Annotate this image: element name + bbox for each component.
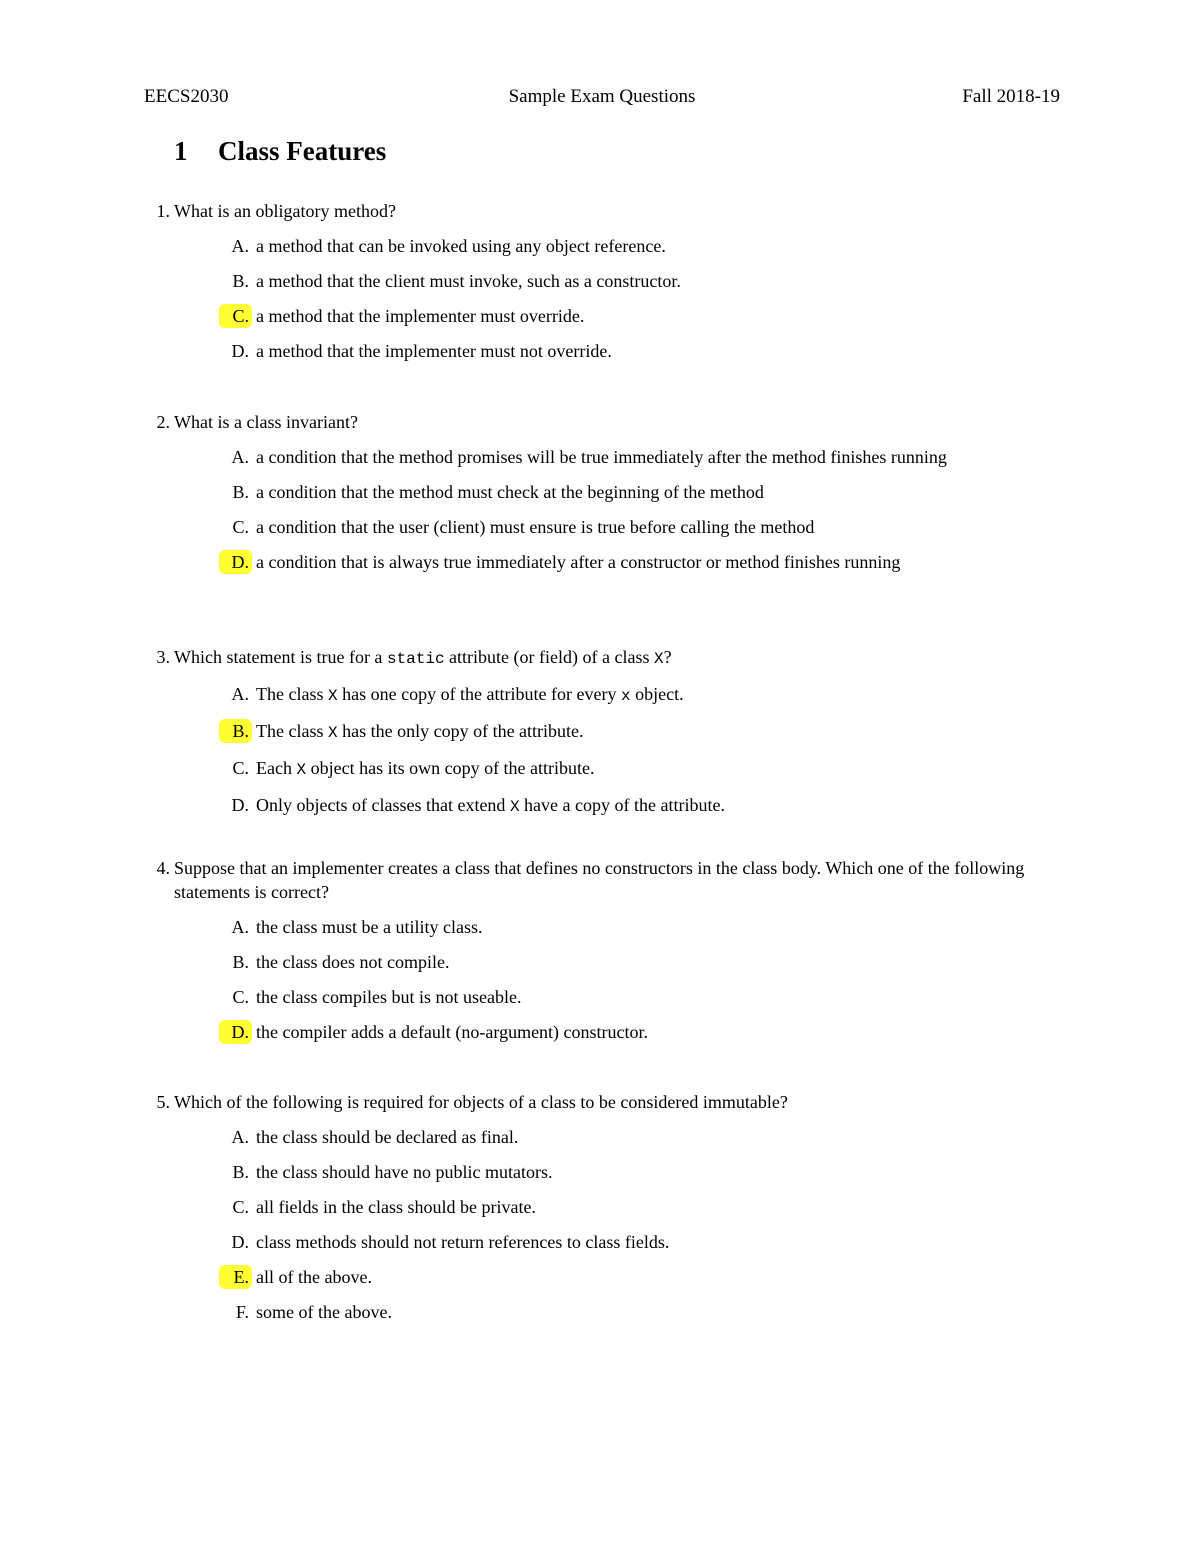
option-b [144, 480, 1060, 504]
option-a [144, 234, 1060, 258]
option-text: the class compiles but is not useable. [256, 987, 522, 1007]
option-list [144, 1125, 1060, 1324]
option-text: class methods should not return references to class fields. [256, 1232, 670, 1252]
question-number: 1. [156, 201, 170, 221]
option-d [144, 1230, 1060, 1254]
option-list [144, 234, 1060, 363]
option-a [144, 1125, 1060, 1149]
option-letter: B. [232, 271, 249, 291]
option-text: the compiler adds a default (no-argument) constructor. [256, 1022, 649, 1042]
option-b-answer [144, 719, 1060, 745]
answer-highlight: B. [219, 719, 252, 743]
option-d-answer [144, 550, 1060, 574]
section-title [174, 136, 386, 167]
question-text: What is an obligatory method? [174, 201, 396, 221]
class-name-code: X [653, 650, 664, 668]
option-text: the class should have no public mutators. [256, 1162, 553, 1182]
option-list [144, 445, 1060, 574]
option-text: the class should be declared as final. [256, 1127, 519, 1147]
header-title: Sample Exam Questions [508, 86, 696, 107]
option-text: all of the above. [256, 1267, 372, 1287]
question-stem [144, 1090, 1060, 1114]
option-text: Only objects of classes that extend X have a copy of the attribute. [256, 795, 725, 816]
question-stem [144, 410, 1060, 434]
option-text: Each X object has its own copy of the attribute. [256, 758, 595, 779]
option-b [144, 269, 1060, 293]
option-text: a condition that is always true immediately after a constructor or method finishes running [256, 552, 901, 572]
question-2 [144, 410, 1060, 585]
question-1 [144, 199, 1060, 374]
option-letter: C. [232, 758, 249, 778]
option-letter: A. [231, 447, 249, 467]
page-header [144, 86, 1060, 112]
option-letter: C. [232, 987, 249, 1007]
question-stem [144, 645, 1060, 671]
option-f [144, 1300, 1060, 1324]
question-stem [144, 199, 1060, 223]
option-d-answer [144, 1020, 1060, 1044]
option-text: a condition that the method promises will be true immediately after the method finishes running [256, 447, 947, 467]
option-letter: D. [231, 341, 249, 361]
question-text: Which of the following is required for objects of a class to be considered immutable? [174, 1092, 788, 1112]
answer-highlight: E. [219, 1265, 252, 1289]
option-text: a method that the implementer must not override. [256, 341, 612, 361]
option-a [144, 915, 1060, 939]
answer-highlight: D. [219, 550, 252, 574]
question-number: 2. [156, 412, 170, 432]
question-stem [144, 856, 1060, 904]
option-a [144, 682, 1060, 708]
option-letter: A. [231, 236, 249, 256]
option-e-answer [144, 1265, 1060, 1289]
option-c [144, 515, 1060, 539]
static-keyword: static [386, 650, 445, 668]
option-text: a method that can be invoked using any object reference. [256, 236, 666, 256]
option-list [144, 915, 1060, 1044]
question-number: 3. [156, 647, 170, 667]
option-letter: A. [231, 1127, 249, 1147]
option-text: a condition that the method must check at the beginning of the method [256, 482, 764, 502]
option-text: a method that the client must invoke, such as a constructor. [256, 271, 681, 291]
header-term: Fall 2018-19 [962, 86, 1060, 107]
option-letter: B. [232, 482, 249, 502]
question-number: 5. [156, 1092, 170, 1112]
question-3 [144, 645, 1060, 830]
option-text: The class X has the only copy of the attribute. [256, 721, 584, 742]
question-5 [144, 1090, 1060, 1335]
option-text: The class X has one copy of the attribute for every x object. [256, 684, 684, 705]
option-text: all fields in the class should be private. [256, 1197, 536, 1217]
option-text: a method that the implementer must override. [256, 306, 585, 326]
option-b [144, 1160, 1060, 1184]
section-name: Class Features [218, 136, 387, 166]
question-number: 4. [156, 858, 170, 878]
option-letter: C. [232, 1197, 249, 1217]
option-text: the class does not compile. [256, 952, 450, 972]
question-text: What is a class invariant? [174, 412, 358, 432]
option-text: the class must be a utility class. [256, 917, 483, 937]
option-c-answer [144, 304, 1060, 328]
section-number: 1 [174, 136, 188, 166]
header-course: EECS2030 [144, 86, 229, 107]
question-text: Which statement is true for a static attribute (or field) of a class X? [174, 647, 672, 668]
option-c [144, 985, 1060, 1009]
option-letter: F. [235, 1302, 249, 1322]
option-letter: D. [231, 795, 249, 815]
option-d [144, 793, 1060, 819]
option-d [144, 339, 1060, 363]
option-letter: B. [232, 1162, 249, 1182]
option-letter: D. [231, 1232, 249, 1252]
option-c [144, 1195, 1060, 1219]
option-letter: B. [232, 952, 249, 972]
option-b [144, 950, 1060, 974]
answer-highlight: C. [219, 304, 252, 328]
option-c [144, 756, 1060, 782]
option-letter: A. [231, 684, 249, 704]
answer-highlight: D. [219, 1020, 252, 1044]
option-list [144, 682, 1060, 819]
question-4 [144, 856, 1060, 1055]
question-text: Suppose that an implementer creates a class that defines no constructors in the class body. Which one of the following statements is correct? [174, 858, 1025, 902]
option-text: some of the above. [256, 1302, 392, 1322]
option-letter: A. [231, 917, 249, 937]
option-letter: C. [232, 517, 249, 537]
option-a [144, 445, 1060, 469]
option-text: a condition that the user (client) must ensure is true before calling the method [256, 517, 815, 537]
